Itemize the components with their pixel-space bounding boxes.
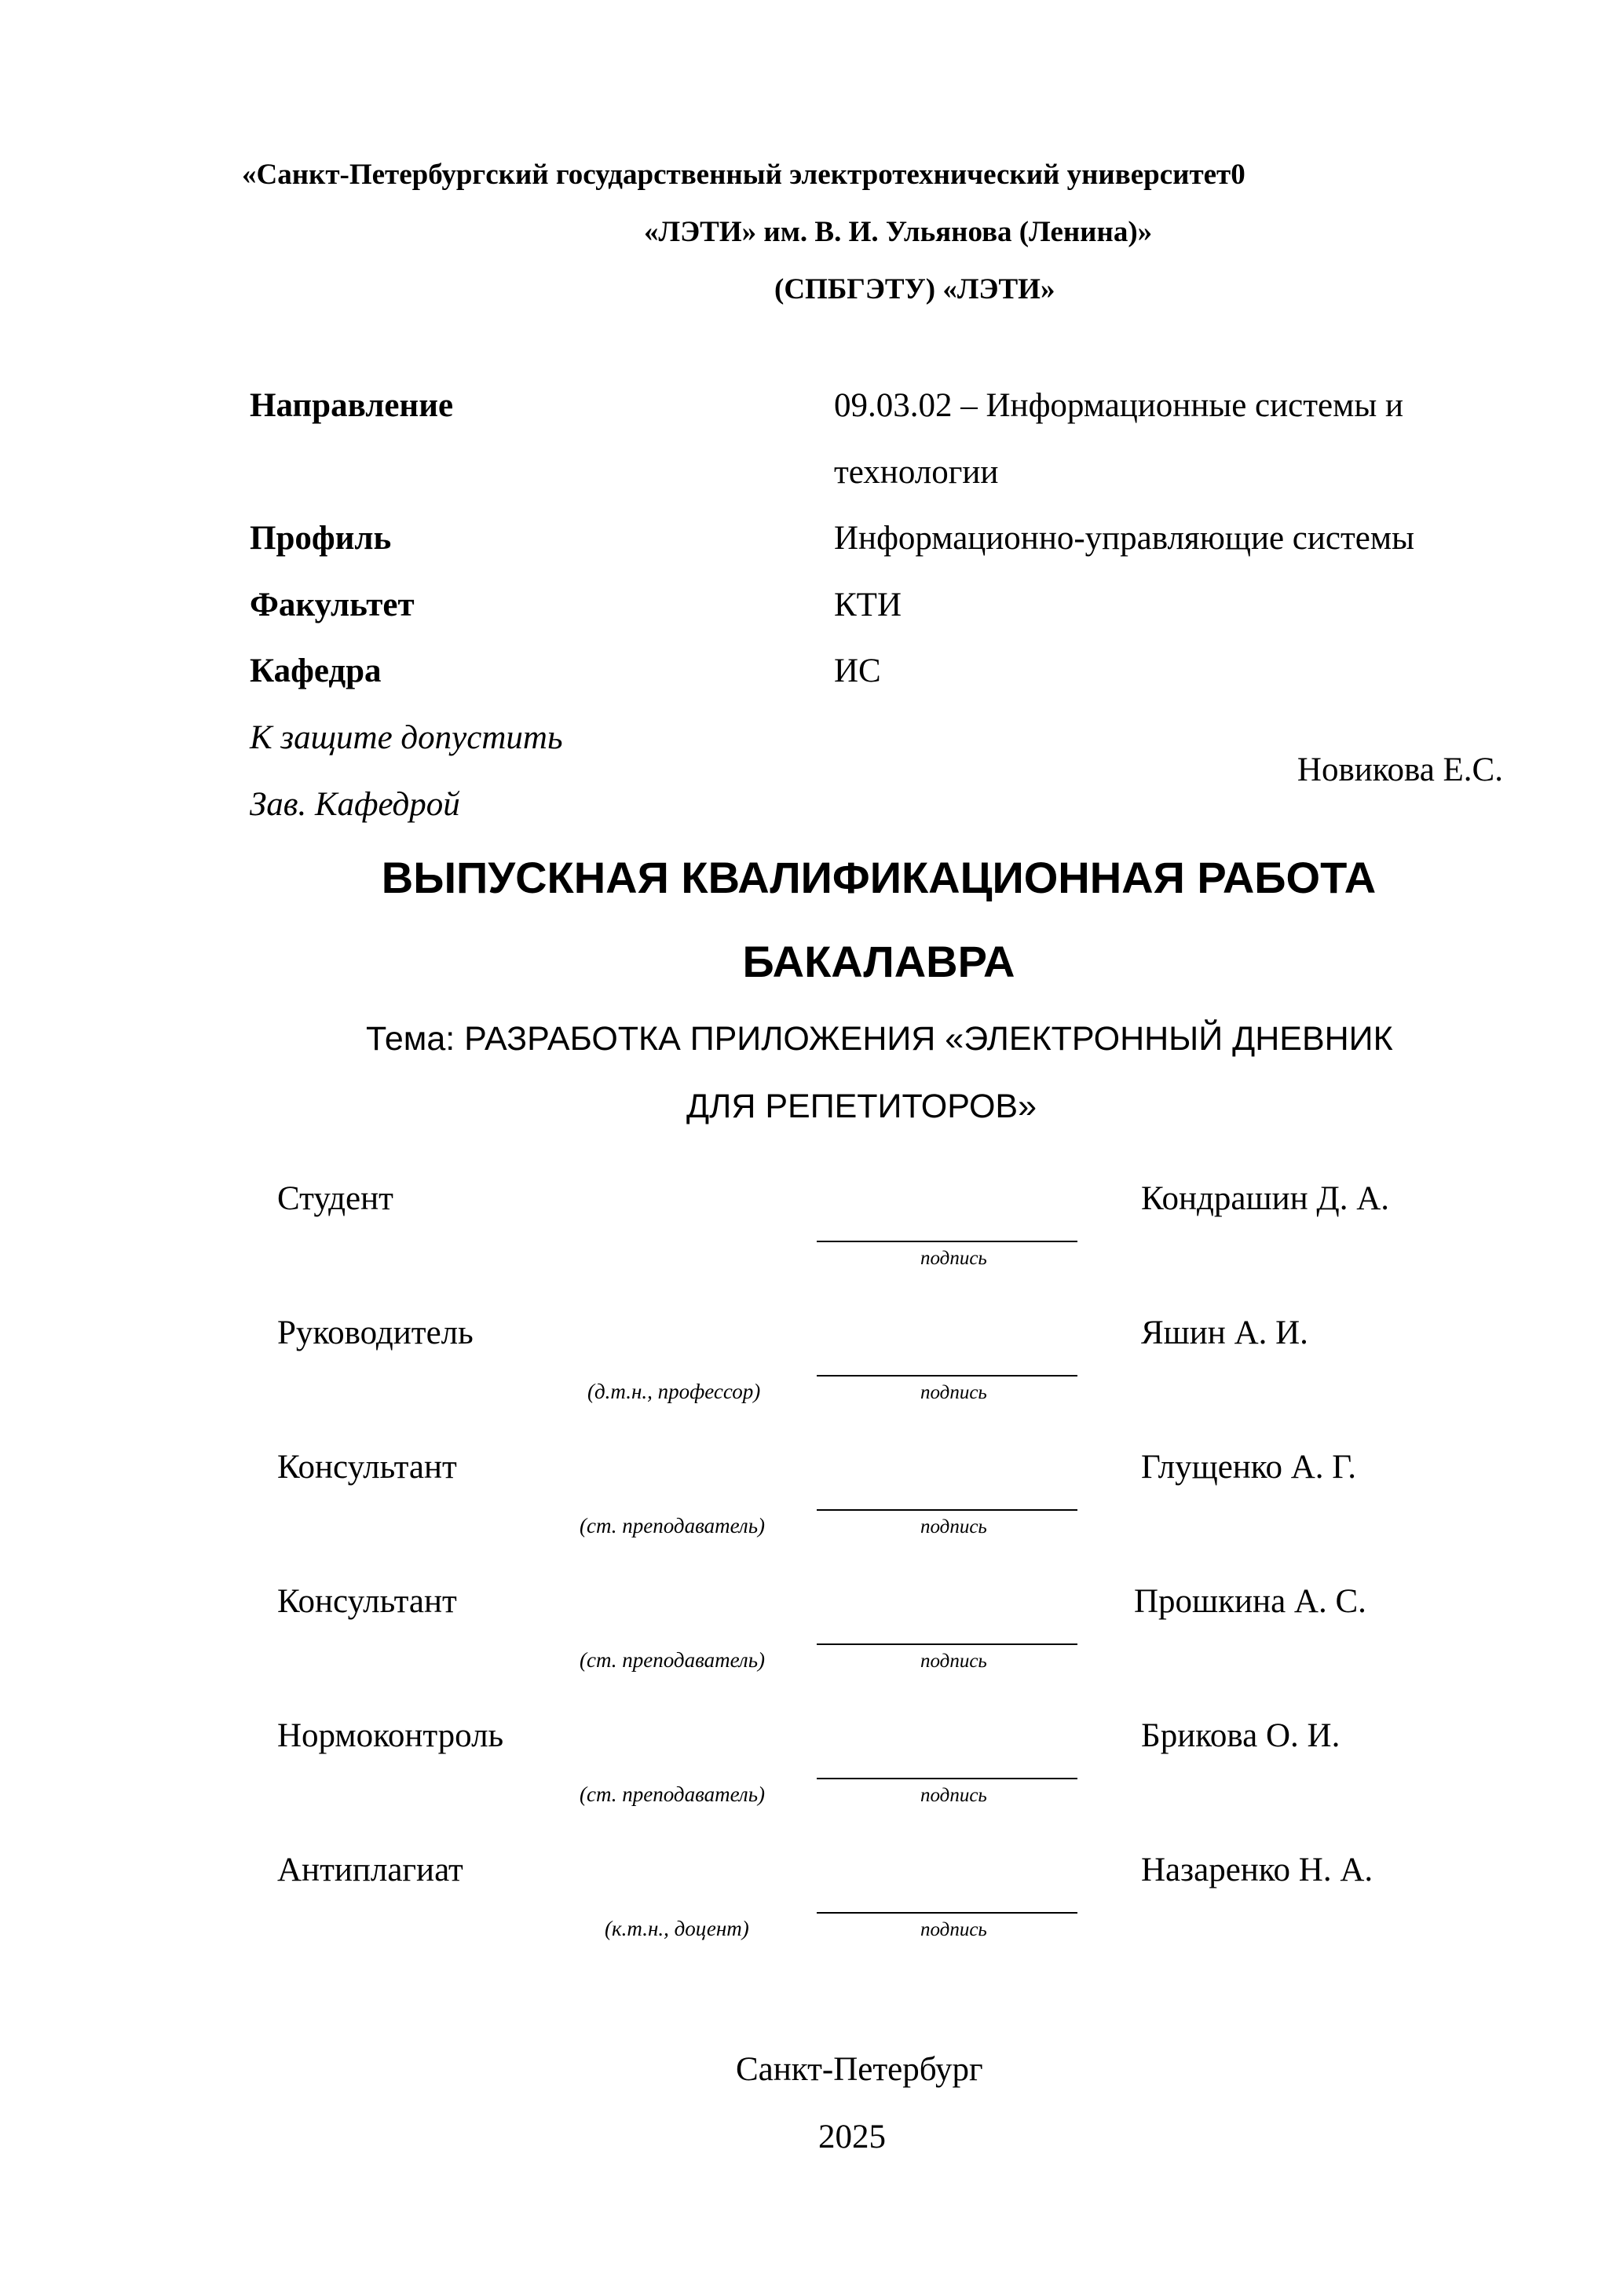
field-label-department: Кафедра [250, 653, 382, 689]
signature-caption: подпись [920, 1382, 987, 1403]
signature-caption: подпись [920, 1248, 987, 1269]
university-name-line1: «Санкт-Петербургский государственный электротехнический университет0 [242, 159, 1245, 191]
field-value-profile: Информационно-управляющие системы [834, 520, 1414, 557]
work-title-line1: ВЫПУСКНАЯ КВАЛИФИКАЦИОННАЯ РАБОТА [381, 853, 1377, 902]
field-label-direction: Направление [250, 387, 454, 424]
signature-name: Прошкина А. С. [1134, 1583, 1366, 1620]
signature-name: Назаренко Н. А. [1141, 1852, 1373, 1888]
field-value-direction: 09.03.02 – Информационные системы и [834, 387, 1403, 424]
field-value-faculty: КТИ [834, 587, 902, 623]
university-abbrev: (СПБГЭТУ) «ЛЭТИ» [774, 273, 1055, 305]
department-head-name: Новикова Е.С. [1297, 751, 1503, 788]
field-value-department: ИС [834, 653, 881, 689]
approval-line1: К защите допустить [250, 719, 563, 756]
signature-caption: подпись [920, 1919, 987, 1940]
theme-line2: ДЛЯ РЕПЕТИТОРОВ» [686, 1088, 1037, 1125]
signature-role: Консультант [277, 1583, 457, 1620]
signature-line [817, 1778, 1077, 1779]
approval-line2: Зав. Кафедрой [250, 786, 460, 823]
work-title-line2: БАКАЛАВРА [742, 937, 1015, 986]
signature-title: (ст. преподаватель) [580, 1782, 765, 1806]
signature-role: Антиплагиат [277, 1852, 463, 1888]
footer-year: 2025 [818, 2119, 886, 2155]
signature-caption: подпись [920, 1516, 987, 1537]
signature-role: Руководитель [277, 1314, 474, 1351]
field-label-faculty: Факультет [250, 587, 415, 623]
signature-name: Брикова О. И. [1141, 1717, 1341, 1754]
signature-role: Консультант [277, 1449, 457, 1486]
signature-name: Кондрашин Д. А. [1141, 1180, 1390, 1217]
signature-role: Студент [277, 1180, 393, 1217]
signature-title: (к.т.н., доцент) [605, 1917, 749, 1940]
signature-line [817, 1241, 1077, 1242]
footer-city: Санкт-Петербург [736, 2051, 983, 2088]
signature-name: Яшин А. И. [1141, 1314, 1308, 1351]
theme-line1: Тема: РАЗРАБОТКА ПРИЛОЖЕНИЯ «ЭЛЕКТРОННЫЙ ДНЕВНИК [366, 1020, 1393, 1058]
signature-line [817, 1643, 1077, 1645]
signature-caption: подпись [920, 1785, 987, 1806]
field-value-direction-cont: технологии [834, 454, 999, 491]
signature-line [817, 1509, 1077, 1511]
signature-title: (ст. преподаватель) [580, 1514, 765, 1537]
signature-name: Глущенко А. Г. [1141, 1449, 1357, 1486]
signature-caption: подпись [920, 1651, 987, 1672]
field-label-profile: Профиль [250, 520, 392, 557]
signature-role: Нормоконтроль [277, 1717, 504, 1754]
signature-title: (д.т.н., профессор) [587, 1380, 761, 1403]
signature-title: (ст. преподаватель) [580, 1648, 765, 1672]
signature-line [817, 1912, 1077, 1914]
university-name-line2: «ЛЭТИ» им. В. И. Ульянова (Ленина)» [644, 216, 1153, 248]
signature-line [817, 1375, 1077, 1377]
